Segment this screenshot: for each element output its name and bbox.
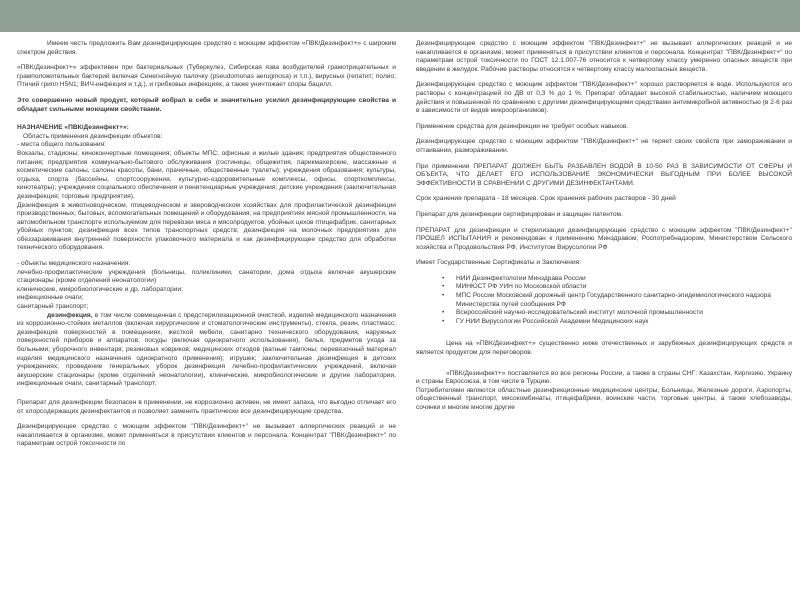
public-places-paragraph: Вокзалы, стадионы; кинокончертные помещения; объекты МПС; офисные и жилые здания; предприятия общественного питания; предприятия коммунально-бытового обслуживания (гостиницы, общежития, парикмахерские, массажные и косметические салоны, салоны красоты, бани, прачечные, общественные туалеты); учреждения образования; культуры, отдыха, спорта (бассейны, спортсооружения, культурно-оздоровительные комплексы, офисы, спорткомплексы, кинотеатры); учреждения социального обеспечения и пенитенциарные учреждения; детские учреждения (заключительная дезинфекция; торговые предприятия). [17, 149, 396, 200]
medical-item: санитарный транспорт; [17, 303, 89, 311]
certs-heading: Имеет Государственные Сертификаты и Заключения: [416, 259, 582, 267]
left-column [17, 40, 396, 456]
no-skills-paragraph: Применение средства для дезинфекции не требует особых навыков. [416, 122, 629, 130]
purpose-heading: НАЗНАЧЕНИЕ «ПВК/Дезинфект+»: [17, 124, 129, 132]
cert-item: • МИНЮСТ РФ УИН по Московской области [456, 283, 792, 292]
cert-item: • НИИ Дезинфектологии Минздрава России [456, 275, 792, 284]
medical-heading: - объекты медицинского назначения: [17, 260, 131, 268]
intro-paragraph: Имеем честь предложить Вам дезинфицирующее средство с моющим эффектом «ПВК/Дезинфект+» с широким спектром действия. [17, 40, 396, 56]
certified-paragraph: Препарат для дезинфекции сертифицирован и защищен патентом. [416, 210, 623, 218]
consumers-paragraph: Потребителями являются областные дезинфекционные медицинские центры, Больницы, Железные дороги, Аэропорты, общественный транспорт, мясокомбинаты, птицефабрики, воинские части, торговые центры, а также хлебозаводы, сочинки и многие многие другие [416, 386, 792, 411]
dilution-paragraph: При применении ПРЕПАРАТ ДОЛЖЕН БЫТЬ РАЗБАВЛЕН ВОДОЙ В 10-50 РАЗ В ЗАВИСИМОСТИ ОТ СФЕРЫ И ОБЪЕКТА, ЧТО ДЕЛАЕТ ЕГО ИСПОЛЬЗОВАНИЕ ЭКОНОМИЧЕСКИ ВЫГОДНЫМ ПРИ БОЛЕЕ ВЫСОКОЙ ЭФФЕКТИВНОСТИ В СРАВНЕНИИ С ДРУГИМИ ДЕЗИНФЕКТАНТАМИ. [416, 162, 792, 187]
new-product-paragraph: Это совершенно новый продукт, который вобрал в себя и значительно усилил дезинфицирующие свойства и обладает сильными моющими свойствами. [17, 96, 396, 113]
no-loss-paragraph: Дезинфицирующее средство с моющим эффектом "ПВК/Дезинфект+" не теряет своих свойств при замораживании и оттаивании, размораживании. [416, 138, 792, 154]
cert-item: • ГУ НИИ Вирусологии Российской Академии Медицинских наук [456, 318, 792, 327]
no-allergy-paragraph: Дезинфицирующее средство с моющим эффектом "ПВК/Дезинфект+" не вызывает аллергических реакций и не накапливается в организме, может применяться в присутствии клиентов и персонала. Концентрат "ПВК/Дезинфект+" по параметрам острой токсичности по ГОСТ 12.1.007-76 относится к четвертому классу умеренно опасных веществ при введении в желудок. Рабочие растворы относятся к четвертому классу малоопасных веществ. [416, 40, 792, 73]
effectiveness-paragraph: «ПВК/Дезинфект+» эффективен при бактериальных (Туберкулез, Сибирская язва возбудителей грамотрицательных и грамположительных бактерий включая Синегнойную палочку (pseudomonas aeruginosa) и т.п.), вирусных (гепатит; полио; Птичий грипп H5N1; ВИЧ-инфекция и т.д.), и грибковых инфекциях, а также уничтожает споры бацилл. [17, 64, 396, 89]
agriculture-paragraph: Дезинфекция в животноводческом, птицеводческом и звероводческом хозяйствах для профилактической дезинфекции производственных, бытовых, вспомогательных помещений и оборудования; на предприятиях мясной промышленности, на автомобильном транспорте используемом для перевозки мяса и мясопродуктов; убойных цехов птицефабрик, санитарных убойных пунктов; дезинфекция всех типов транспортных средств; дезинфекция на молочных предприятиях для обеззараживания внутренней поверхности упаковочного материала и как дезинфицирующее средство для обработки технического оборудования. [17, 201, 396, 252]
disinfection-text: в том числе совмещенная с предстерилизационной очисткой, изделий медицинского назначения из коррозионно-стойких металлов (включая хирургические и стоматологические инструменты), стекла, резин, пластмасс; дезинфекция поверхностей в помещениях, жесткой мебели, санитарно технического оборудования, наружных поверхностей приборов и аппаратов; посуды (включая однократного использования), белья, предметов ухода за больными; уборочного инвентаря; резиновых ковриков; медицинских отходов (ватные тампоны; перевязочный материал изделия медицинского назначения однократного применения); игрушек; заключительная дезинфекция в детских учреждениях; проведение генеральных уборок дезинфекция лечебно-профилактических учреждений, включая акушерские стационары (кроме отделений неонатологии), клинические, микробиологические и другие лаборатории, инфекционные очаги, санитарный транспорт; [17, 311, 396, 388]
medical-item: клинические, микробиологические и др. лаборатории; [17, 285, 183, 293]
cert-item: • МПС России Московский дорожный центр Государственного санитарно-эпидемиологического надзора Министерства путей сообщения РФ [456, 292, 792, 309]
solubility-paragraph: Дезинфицирующее средство с моющим эффектом "ПВК/Дезинфект+" хорошо растворяется в воде. Используются его растворы с концентрацией по ДВ от 0,3 % до 1 %. Препарат обладает высокой стабильностью, наличием моющего действия и повышенной по сравнению с другими дезинфицирующими средствами антимикробной активностью (в 2-6 раз в зависимости от видов микроорганизмов). [416, 81, 792, 115]
disinfection-bold-label: дезинфекция, [47, 311, 93, 319]
cert-item: • Всероссийский научно-исследовательский институт молочной промышленности [456, 309, 792, 318]
medical-item: инфекционные очаги; [17, 294, 84, 302]
safety-paragraph: Препарат для дезинфекции безопасен в применении, не коррозионно активен, не имеет запаха, что выгодно отличает его от хлорсодержащих дезинфектантов и позволяет заменить практически все дезинфицирующие средства. [17, 398, 396, 415]
shelf-life-paragraph: Срок хранения препарата - 18 месяцев. Срок хранения рабочих растворов - 30 дней [416, 195, 676, 203]
public-places-heading: - места общего пользования: [17, 141, 107, 149]
disinfection-paragraph [17, 312, 396, 389]
price-paragraph: Цена на «ПВК/Дезинфект+» существенно ниже отечественных и зарубежных дезинфицирующих средств и является продуктом для переговоров. [416, 340, 792, 357]
no-allergy-paragraph-left: Дезинфицирующее средство с моющим эффектом "ПВК/Дезинфект+" не вызывает аллергических реакций и не накапливается в организме, может применяться в присутствии клиентов и персонала. Концентрат "ПВК/Дезинфект+" по параметрам острой токсичности по [17, 423, 396, 448]
right-column [416, 40, 792, 420]
slide-header-bar [0, 0, 800, 32]
tested-paragraph: ПРЕПАРАТ для дезинфекции и стерилизации дезинфицирующее средство с моющим эффектом "ПВК/Дезинфект+" ПРОШЕЛ ИСПЫТАНИЯ и рекомендован к применению Минздравом, Роспотребнадзором, Министерством Сельского хозяйства и Продовольствия РФ, Институтом Вирусологии РФ [416, 226, 792, 251]
area-heading: Область применения дезинфекции объектов: [23, 132, 163, 140]
medical-item: лечебно-профилактические учреждения (больницы, поликлиники, санатории, дома отдыха включая акушерские стационары (кроме отделений неонатологии) [17, 268, 396, 285]
supply-paragraph: «ПВК/Дезинфект+» поставляется во все регионы России, а также в страны СНГ: Казахстан, Киргизию, Украину и страны Евросоюза, в том числе в Турцию. [416, 369, 792, 386]
certs-list [416, 275, 792, 327]
